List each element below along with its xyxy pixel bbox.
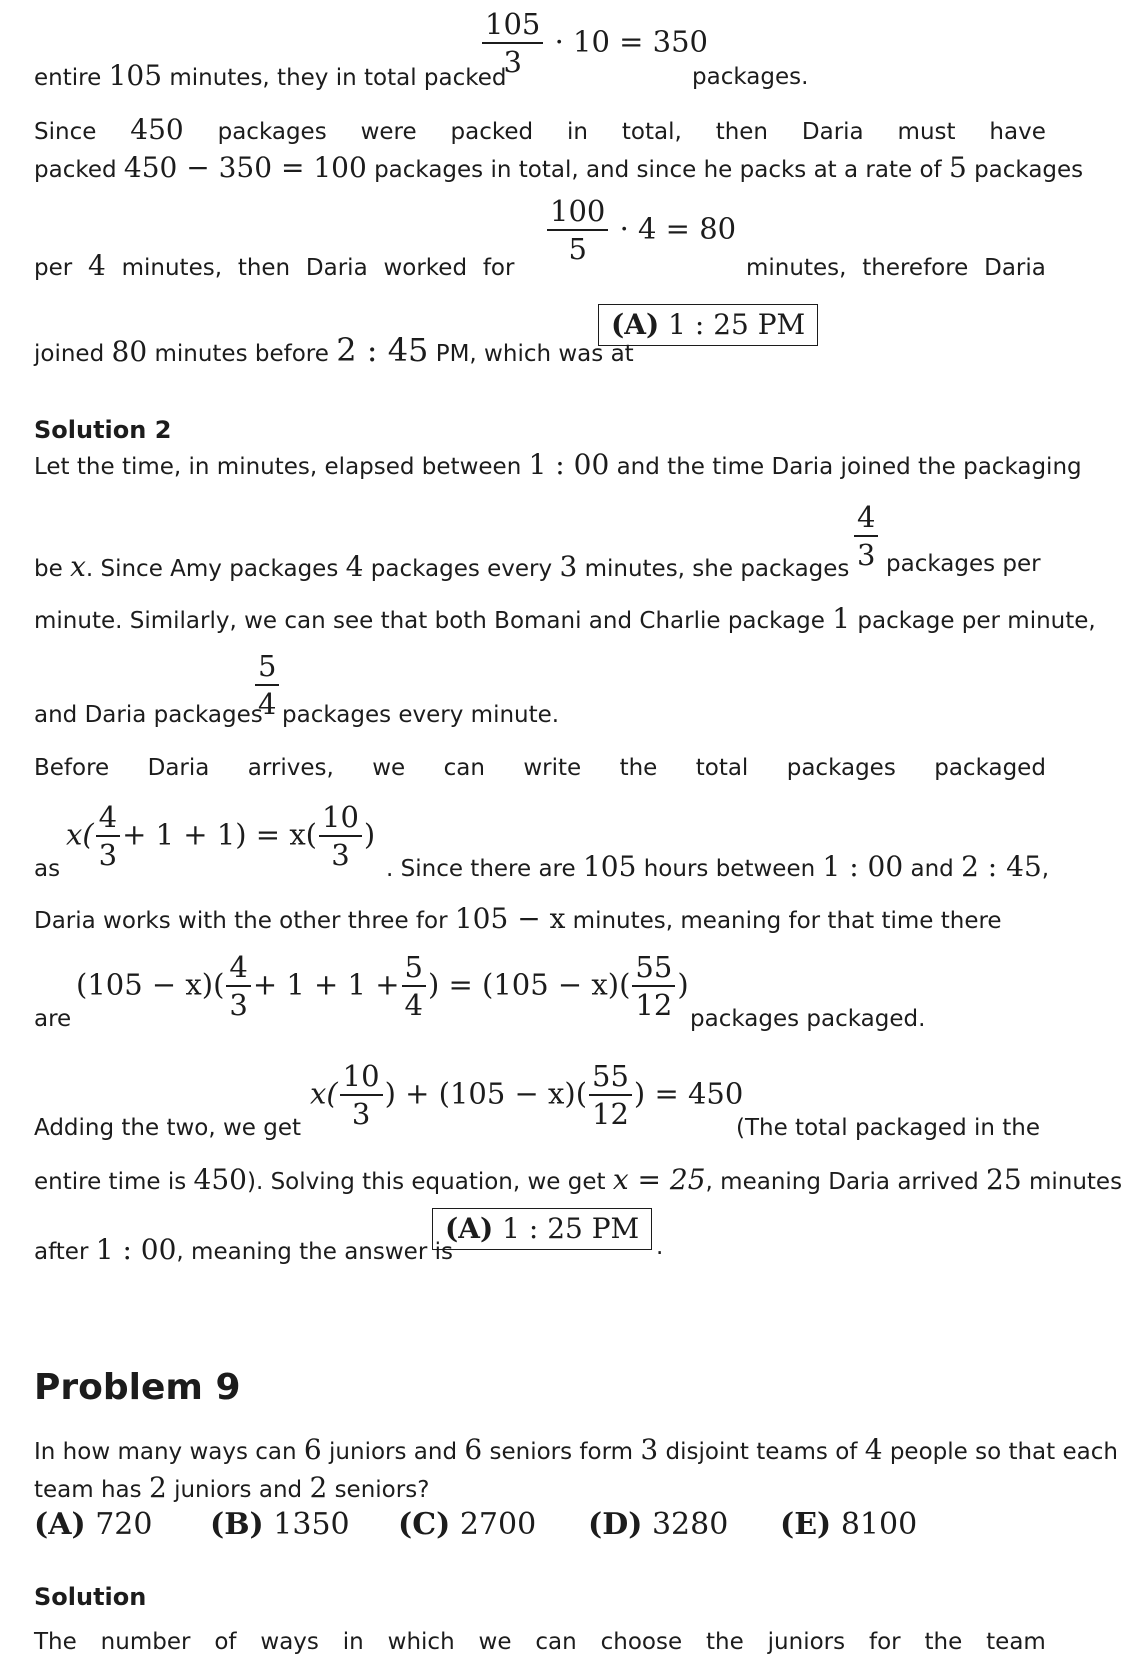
equation-105-over-3: $\frac{105}{3}$ · 10 = 350 <box>480 10 708 77</box>
choice-b: (B) 1350 <box>210 1507 350 1542</box>
math-105: 105 <box>108 59 163 92</box>
line-packed-100: packed 450 − 350 = 100 packages in total, and since he packs at a rate of 5 packages <box>34 151 1084 184</box>
line-before-daria: Before Daria arrives, we can write the total packages packaged <box>34 755 1046 781</box>
packages-label: packages. <box>692 64 809 90</box>
choice-c: (C) 2700 <box>398 1507 537 1542</box>
solution-2-heading: Solution 2 <box>34 416 172 444</box>
solution-heading: Solution <box>34 1583 147 1611</box>
fraction-4-over-3: $\frac{4}{3}$ <box>852 503 880 570</box>
line-daria-packages: and Daria packages <box>34 702 263 728</box>
equation-before-daria: x( $\frac{4}{3}$ + 1 + 1) = x( $\frac{10}{3}$ ) <box>66 800 376 872</box>
choice-e: (E) 8100 <box>780 1507 918 1542</box>
line-since-450: Since 450 packages were packed in total, then Daria must have <box>34 113 1046 146</box>
line-adding-two: Adding the two, we get <box>34 1115 302 1141</box>
line-joined-80: joined 80 minutes before 2 : 45 PM, which was at <box>34 331 634 369</box>
problem-9-statement-1: In how many ways can 6 juniors and 6 seniors form 3 disjoint teams of 4 people so that each <box>34 1433 1118 1466</box>
choice-a: (A) 720 <box>34 1507 153 1542</box>
solution-line-1: The number of ways in which we can choose the juniors for the team <box>34 1629 1046 1655</box>
total-packaged-note: (The total packaged in the <box>736 1115 1040 1141</box>
are-label: are <box>34 1006 72 1032</box>
problem-9-statement-2: team has 2 juniors and 2 seniors? <box>34 1471 430 1504</box>
equation-100-over-5: $\frac{100}{5}$ · 4 = 80 <box>545 197 736 264</box>
period: . <box>656 1234 664 1260</box>
line-packed-total: entire 105 minutes, they in total packed <box>34 59 507 92</box>
answer-box-1: (A) 1 : 25 PM <box>598 304 818 346</box>
packages-every-minute: packages every minute. <box>282 702 560 728</box>
line-daria-works: Daria works with the other three for 105 − x minutes, meaning for that time there <box>34 902 1002 935</box>
line-after-1-00: after 1 : 00, meaning the answer is <box>34 1233 453 1266</box>
line-be-x: be x. Since Amy packages 4 packages every 3 minutes, she packages <box>34 550 850 583</box>
fraction-5-over-4: $\frac{5}{4}$ <box>253 652 281 719</box>
problem-9-heading: Problem 9 <box>34 1367 241 1408</box>
as-label: as <box>34 856 61 882</box>
equation-with-daria: (105 − x)( $\frac{4}{3}$ + 1 + 1 + $\frac{5}{4}$ ) = (105 − x)( $\frac{55}{12}$ ) <box>76 950 689 1022</box>
packages-per-label: packages per <box>886 551 1041 577</box>
answer-box-2: (A) 1 : 25 PM <box>432 1208 652 1250</box>
line-let-time: Let the time, in minutes, elapsed between 1 : 00 and the time Daria joined the packaging <box>34 448 1082 481</box>
packages-packaged-label: packages packaged. <box>690 1006 926 1032</box>
line-entire-time: entire time is 450). Solving this equation, we get x = 25, meaning Daria arrived 25 minutes <box>34 1163 1122 1196</box>
equation-total-450: x( $\frac{10}{3}$ ) + (105 − x)( $\frac{55}{12}$ ) = 450 <box>310 1059 744 1131</box>
line-similarly: minute. Similarly, we can see that both Bomani and Charlie package 1 package per minute, <box>34 602 1096 635</box>
choice-d: (D) 3280 <box>588 1507 729 1542</box>
line-since-105-hours: . Since there are 105 hours between 1 : 00 and 2 : 45, <box>386 850 1050 883</box>
line-per-4-minutes: per 4 minutes, then Daria worked for minutes, therefore Daria <box>34 249 1046 282</box>
